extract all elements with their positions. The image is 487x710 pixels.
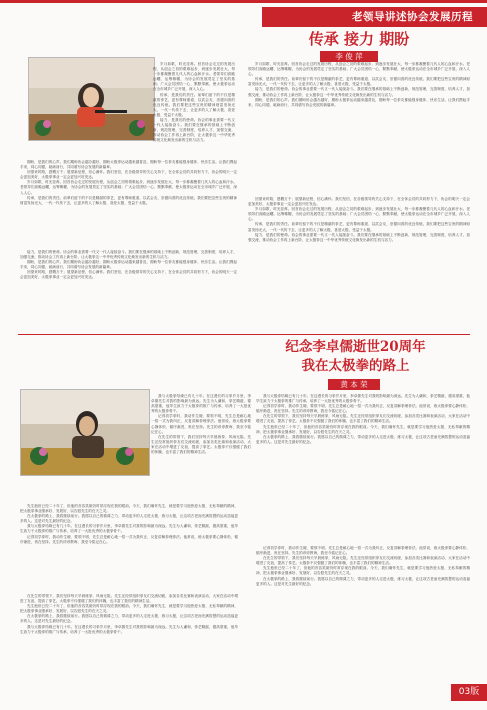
article-1-photo xyxy=(28,57,155,141)
article-2-body-right-2 xyxy=(256,546,470,686)
article-2-body-lower-left-2 xyxy=(20,594,238,690)
body-paragraph: 岁月如歌，时光荏苒。回首协会走过的发展历程，从创会之初的艰难起步，到逐步发展壮大，每一步都凝聚着几代人的心血和汗水。老领导们高瞻远瞩、运筹帷幄，为协会的发展奠定了坚实的基础；广大会员团结一心、默默奉献，使太极拳运动在全市城乡广泛开展，深入人心。 xyxy=(248,62,470,77)
article-2-author: 黄 本 荣 xyxy=(328,379,380,390)
body-paragraph: 在太极拳的路上，我将继续前行。我愿以自己的微薄之力，带动更多的人走进太极、练习太极，让这项古老而充满智慧的运动造福更多的人。这是对先生最好的纪念。 xyxy=(256,576,470,586)
article-2-title-line-1: 纪念李卓儒逝世20周年 xyxy=(285,339,426,355)
body-paragraph: 在先生的带领下，我们坚持每天早晨练拳，风雨无阻。先生还经常组织拳友们交流切磋，参加各类比赛和表演活动，大家在活动中增进了友谊，提高了拳艺。太极拳不仅强健了我们的体魄，也丰富了我们的精神生活。 xyxy=(256,414,470,424)
body-paragraph: 接力，是我们的使命。协会的事业需要一代又一代人接续奋斗。我们要在继承的基础上不断创新，规范管理，完善制度，培养人才，加强交流，推动协会工作再上新台阶，让太极拳这一中华优秀传统文化焕发出新的生机与活力。 xyxy=(153,118,235,143)
article-2-photo xyxy=(20,389,150,476)
article-divider xyxy=(18,334,470,335)
body-paragraph: 接力，是我们的使命。协会的事业需要一代又一代人接续奋斗。我们要在继承的基础上不断创新，规范管理，完善制度，培养人才，加强交流，推动协会工作再上新台阶，让太极拳这一中华优秀传统文化焕发出新的生机与活力。 xyxy=(248,232,470,242)
top-red-rule xyxy=(0,0,487,3)
article-1-body-lower-left-2 xyxy=(20,250,237,330)
body-paragraph: 期盼，是我们的心声。我们期盼协会越办越好，期盼太极拳运动越来越普及，期盼每一位拳友都能强身健体、快乐生活。让我们携起手来，同心同德，砥砺前行，共同谱写协会发展的新篇章。 xyxy=(20,160,237,170)
body-paragraph: 记得初学拳时，我动作生硬、要领不明，先生总是耐心地一招一式为我纠正，反复讲解拳理拳法。他常说，练太极拳要心静体松、循序渐进，贵在坚持。先生的谆谆教诲，我至今铭记在心。 xyxy=(20,534,238,544)
body-paragraph: 岁月如歌，时光荏苒。回首协会走过的发展历程，从创会之初的艰难起步，到逐步发展壮大，每一步都凝聚着几代人的心血和汗水。老领导们高瞻远瞩、运筹帷幄，为协会的发展奠定了坚实的基础；广大会员团结一心、默默奉献，使太极拳运动在全市城乡广泛开展，深入人心。 xyxy=(20,180,237,195)
body-paragraph: 岁月如歌，时光荏苒。回首协会走过的发展历程，从创会之初的艰难起步，到逐步发展壮大，每一步都凝聚着几代人的心血和汗水。老领导们高瞻远瞩、运筹帷幄，为协会的发展奠定了坚实的基础；广大会员团结一心、默默奉献，使太极拳运动在全市城乡广泛开展，深入人心。 xyxy=(248,207,470,222)
body-paragraph: 在先生的带领下，我们坚持每天早晨练拳，风雨无阻。先生还经常组织拳友们交流切磋，参加各类比赛和表演活动，大家在活动中增进了友谊，提高了拳艺。太极拳不仅强健了我们的体魄，也丰富了我们的精神生活。 xyxy=(256,556,470,566)
article-1-body-right-2 xyxy=(248,197,470,330)
article-1-body-lower-left xyxy=(20,160,237,250)
body-paragraph: 回望来时路，感慨万千；展望新征程，信心满怀。我们坚信，在各级领导的关心支持下，在全体会员的共同努力下，协会的明天一定会更加美好，太极拳事业一定会更加兴旺发达。 xyxy=(248,197,470,207)
body-paragraph: 在太极拳的路上，我将继续前行。我愿以自己的微薄之力，带动更多的人走进太极、练习太极，让这项古老而充满智慧的运动造福更多的人。这是对先生最好的纪念。 xyxy=(20,614,238,624)
article-2-body-right xyxy=(256,394,470,544)
section-banner: 老领导讲述协会发展历程 xyxy=(262,7,487,27)
body-paragraph: 我与太极拳结缘已有几十年。在这漫长的习拳岁月里，李卓儒先生对我的影响最为深远。先生为人谦和，拳艺精湛，德高望重，他毕生致力于太极拳的推广与传承，培养了一大批优秀的太极拳骨干。 xyxy=(256,394,470,404)
body-paragraph: 先生逝世已经二十年了，但他的音容笑貌仍时常浮现在我的眼前。今天，我们缅怀先生，就是要学习他热爱太极、无私奉献的精神，把太极拳事业继承好、发展好，以告慰先生的在天之灵。 xyxy=(256,424,470,434)
page-number: 03版 xyxy=(451,684,487,701)
body-paragraph: 我与太极拳结缘已有几十年。在这漫长的习拳岁月里，李卓儒先生对我的影响最为深远。先生为人谦和，拳艺精湛，德高望重，他毕生致力于太极拳的推广与传承，培养了一大批优秀的太极拳骨干。 xyxy=(151,394,251,414)
body-paragraph: 传承，是我们的责任。前辈们留下的不仅是精湛的拳艺，更有尊师重道、以武会友、崇德向善的优良传统。我们要把这些宝贵的精神财富发扬光大，一代一代传下去，让更多的人了解太极、喜爱太极、受益于太极。 xyxy=(248,222,470,232)
body-paragraph: 期盼，是我们的心声。我们期盼协会越办越好，期盼太极拳运动越来越普及，期盼每一位拳友都能强身健体、快乐生活。让我们携起手来，同心同德，砥砺前行，共同谱写协会发展的新篇章。 xyxy=(248,97,470,107)
body-paragraph: 传承，是我们的责任。前辈们留下的不仅是精湛的拳艺，更有尊师重道、以武会友、崇德向善的优良传统。我们要把这些宝贵的精神财富发扬光大，一代一代传下去，让更多的人了解太极、喜爱太极、受益于太极。 xyxy=(153,92,235,117)
body-paragraph: 记得初学拳时，我动作生硬、要领不明，先生总是耐心地一招一式为我纠正，反复讲解拳理拳法。他常说，练太极拳要心静体松、循序渐进，贵在坚持。先生的谆谆教诲，我至今铭记在心。 xyxy=(256,546,470,556)
body-paragraph: 在太极拳的路上，我将继续前行。我愿以自己的微薄之力，带动更多的人走进太极、练习太极，让这项古老而充满智慧的运动造福更多的人。这是对先生最好的纪念。 xyxy=(256,434,470,444)
article-2-title-line-2: 我在太极拳的路上 xyxy=(301,358,410,374)
body-paragraph: 在太极拳的路上，我将继续前行。我愿以自己的微薄之力，带动更多的人走进太极、练习太极，让这项古老而充满智慧的运动造福更多的人。这是对先生最好的纪念。 xyxy=(20,514,238,524)
body-paragraph: 传承，是我们的责任。前辈们留下的不仅是精湛的拳艺，更有尊师重道、以武会友、崇德向善的优良传统。我们要把这些宝贵的精神财富发扬光大，一代一代传下去，让更多的人了解太极、喜爱太极、受益于太极。 xyxy=(248,77,470,87)
body-paragraph: 我与太极拳结缘已有几十年。在这漫长的习拳岁月里，李卓儒先生对我的影响最为深远。先生为人谦和，拳艺精湛，德高望重，他毕生致力于太极拳的推广与传承，培养了一大批优秀的太极拳骨干。 xyxy=(20,524,238,534)
body-paragraph: 接力，是我们的使命。协会的事业需要一代又一代人接续奋斗。我们要在继承的基础上不断创新，规范管理，完善制度，培养人才，加强交流，推动协会工作再上新台阶，让太极拳这一中华优秀传统文化焕发出新的生机与活力。 xyxy=(20,250,237,260)
article-1-body-right xyxy=(248,62,470,197)
body-paragraph: 期盼，是我们的心声。我们期盼协会越办越好，期盼太极拳运动越来越普及，期盼每一位拳友都能强身健体、快乐生活。让我们携起手来，同心同德，砥砺前行，共同谱写协会发展的新篇章。 xyxy=(20,260,237,270)
body-paragraph: 记得初学拳时，我动作生硬、要领不明，先生总是耐心地一招一式为我纠正，反复讲解拳理拳法。他常说，练太极拳要心静体松、循序渐进，贵在坚持。先生的谆谆教诲，我至今铭记在心。 xyxy=(151,414,251,434)
article-2-body-lower-left xyxy=(20,504,238,594)
body-paragraph: 回望来时路，感慨万千；展望新征程，信心满怀。我们坚信，在各级领导的关心支持下，在全体会员的共同努力下，协会的明天一定会更加美好，太极拳事业一定会更加兴旺发达。 xyxy=(20,270,237,280)
body-paragraph: 岁月如歌，时光荏苒。回首协会走过的发展历程，从创会之初的艰难起步，到逐步发展壮大，每一步都凝聚着几代人的心血和汗水。老领导们高瞻远瞩、运筹帷幄，为协会的发展奠定了坚实的基础；广大会员团结一心、默默奉献，使太极拳运动在全市城乡广泛开展，深入人心。 xyxy=(153,62,235,92)
body-paragraph: 在先生的带领下，我们坚持每天早晨练拳，风雨无阻。先生还经常组织拳友们交流切磋，参加各类比赛和表演活动，大家在活动中增进了友谊，提高了拳艺。太极拳不仅强健了我们的体魄，也丰富了我们的精神生活。 xyxy=(151,434,251,455)
body-paragraph: 我与太极拳结缘已有几十年。在这漫长的习拳岁月里，李卓儒先生对我的影响最为深远。先生为人谦和，拳艺精湛，德高望重，他毕生致力于太极拳的推广与传承，培养了一大批优秀的太极拳骨干。 xyxy=(20,624,238,634)
article-2-body xyxy=(151,394,251,502)
article-1-title: 传承 接力 期盼 xyxy=(308,30,410,48)
body-paragraph: 先生逝世已经二十年了，但他的音容笑貌仍时常浮现在我的眼前。今天，我们缅怀先生，就是要学习他热爱太极、无私奉献的精神，把太极拳事业继承好、发展好，以告慰先生的在天之灵。 xyxy=(20,604,238,614)
body-paragraph: 传承，是我们的责任。前辈们留下的不仅是精湛的拳艺，更有尊师重道、以武会友、崇德向善的优良传统。我们要把这些宝贵的精神财富发扬光大，一代一代传下去，让更多的人了解太极、喜爱太极、受益于太极。 xyxy=(20,195,237,205)
body-paragraph: 记得初学拳时，我动作生硬、要领不明，先生总是耐心地一招一式为我纠正，反复讲解拳理拳法。他常说，练太极拳要心静体松、循序渐进，贵在坚持。先生的谆谆教诲，我至今铭记在心。 xyxy=(256,404,470,414)
article-1-author: 李 俊 萍 xyxy=(320,51,378,62)
article-1-body xyxy=(153,62,235,158)
body-paragraph: 回望来时路，感慨万千；展望新征程，信心满怀。我们坚信，在各级领导的关心支持下，在全体会员的共同努力下，协会的明天一定会更加美好，太极拳事业一定会更加兴旺发达。 xyxy=(20,170,237,180)
body-paragraph: 在先生的带领下，我们坚持每天早晨练拳，风雨无阻。先生还经常组织拳友们交流切磋，参加各类比赛和表演活动，大家在活动中增进了友谊，提高了拳艺。太极拳不仅强健了我们的体魄，也丰富了我们的精神生活。 xyxy=(20,594,238,604)
body-paragraph: 先生逝世已经二十年了，但他的音容笑貌仍时常浮现在我的眼前。今天，我们缅怀先生，就是要学习他热爱太极、无私奉献的精神，把太极拳事业继承好、发展好，以告慰先生的在天之灵。 xyxy=(256,566,470,576)
body-paragraph: 接力，是我们的使命。协会的事业需要一代又一代人接续奋斗。我们要在继承的基础上不断创新，规范管理，完善制度，培养人才，加强交流，推动协会工作再上新台阶，让太极拳这一中华优秀传统文化焕发出新的生机与活力。 xyxy=(248,87,470,97)
article-2-title xyxy=(238,338,473,376)
body-paragraph: 先生逝世已经二十年了，但他的音容笑貌仍时常浮现在我的眼前。今天，我们缅怀先生，就是要学习他热爱太极、无私奉献的精神，把太极拳事业继承好、发展好，以告慰先生的在天之灵。 xyxy=(20,504,238,514)
